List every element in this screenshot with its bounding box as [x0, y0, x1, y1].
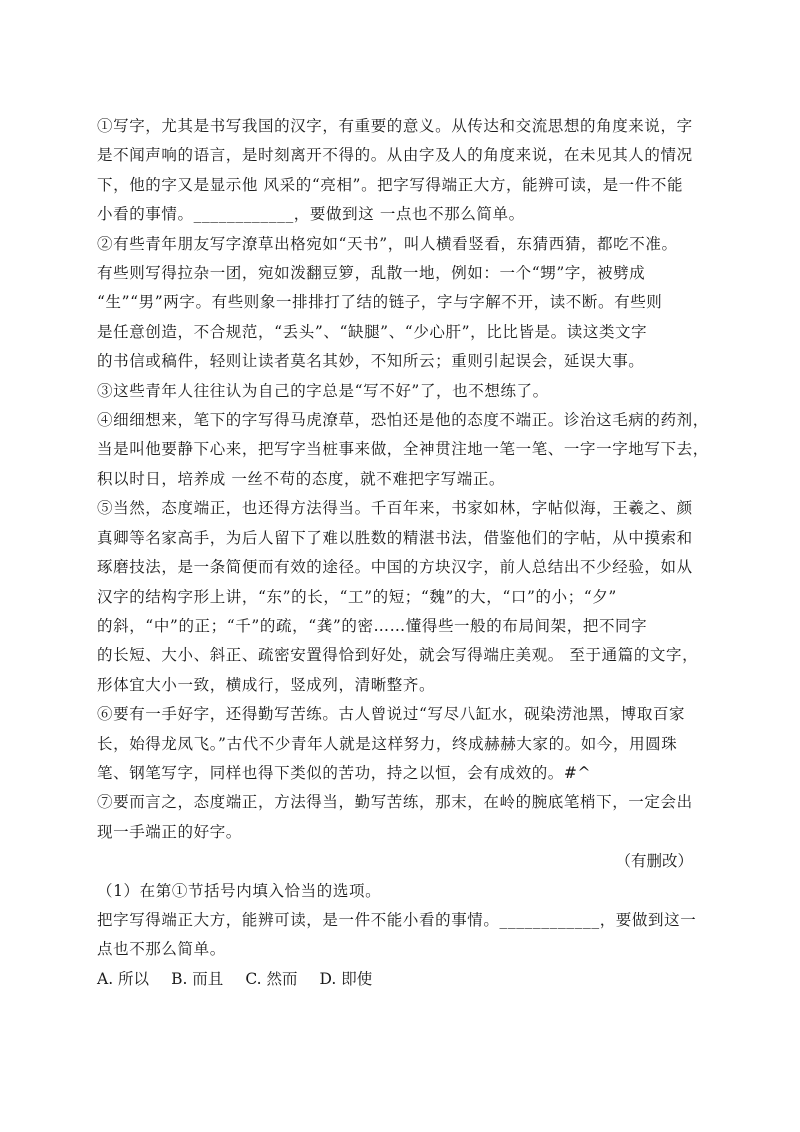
paragraph-4 [97, 406, 709, 494]
paragraph-2 [97, 230, 703, 377]
option-a[interactable]: A. 所以 [97, 969, 150, 988]
paragraph-line: 琢磨技法，是一条简便而有效的途径。中国的方块汉字，前人总结出不少经验，如从 [97, 558, 693, 577]
paragraph-1 [97, 112, 703, 230]
paragraph-line: ②有些青年朋友写字潦草出格宛如“天书”，叫人横看竖看，东猜西猜，都吃不准。 [97, 234, 678, 253]
question-stem [97, 906, 703, 965]
paragraph-3 [97, 377, 703, 406]
paragraph-line: ①写字，尤其是书写我国的汉字，有重要的意义。从传达和交流思想的角度来说，字 [97, 117, 693, 135]
paragraph-line: 当是叫他要静下心来，把写字当桩事来做，全神贯注地一笔一笔、一字一字地写下去， [97, 440, 709, 459]
answer-options [97, 965, 703, 994]
paragraph-line: 形体宜大小一致，横成行，竖成列，清晰整齐。 [97, 675, 436, 694]
paragraph-6 [97, 700, 703, 788]
paragraph-line: ④细细想来，笔下的字写得马虎潦草，恐怕还是他的态度不端正。诊治这毛病的药剂， [97, 411, 709, 430]
paragraph-line: 的书信或稿件，轻则让读者莫名其妙，不知所云；重则引起误会，延误大事。 [97, 352, 645, 371]
option-d[interactable]: D. 即使 [319, 969, 373, 988]
document-page [97, 112, 709, 994]
paragraph-line: 有些则写得拉杂一团，宛如泼翻豆箩，乱散一地，例如：一个“甥”字，被劈成 [97, 264, 646, 283]
paragraph-line: 现一手端正的好字。 [97, 822, 242, 841]
paragraph-line: 长，始得龙凤飞。”古代不少青年人就是这样努力，终成赫赫大家的。如今，用圆珠 [97, 734, 678, 753]
paragraph-line: “生”“男”两字。有些则象一排排打了结的链子，字与字解不开，读不断。有些则 [97, 293, 663, 312]
paragraph-line: 下，他的字又是显示他 风采的“亮相”。把字写得端正大方，能辨可读，是一件不能 [97, 175, 684, 194]
paragraph-line: 积以时日，培养成 一丝不苟的态度，就不难把字写端正。 [97, 469, 506, 488]
source-note: （有删改） [615, 852, 693, 871]
paragraph-line: 是不闻声响的语言，是时刻离开不得的。从由字及人的角度来说，在未见其人的情况 [97, 146, 693, 165]
option-c[interactable]: C. 然而 [245, 969, 298, 988]
paragraph-5 [97, 494, 703, 700]
question-prompt: （1）在第①节括号内填入恰当的选项。 [97, 881, 382, 900]
paragraph-line: 的长短、大小、斜正、疏密安置得恰到好处，就会写得端庄美观。 至于通篇的文字， [97, 646, 699, 665]
option-b[interactable]: B. 而且 [171, 969, 224, 988]
paragraph-7 [97, 788, 703, 847]
question-stem-line: 把字写得端正大方，能辨可读，是一件不能小看的事情。____________，要做到这一 [97, 910, 697, 929]
paragraph-line: ⑤当然，态度端正，也还得方法得当。千百年来，书家如林，字帖似海，王羲之、颜 [97, 499, 693, 518]
paragraph-line: 的斜，“中”的正；“千”的疏，“龚”的密……懂得些一般的布局间架，把不同字 [97, 616, 648, 635]
paragraph-line: 真卿等名家高手，为后人留下了难以胜数的精湛书法，借鉴他们的字帖，从中摸索和 [97, 528, 693, 547]
paragraph-line: 是任意创造，不合规范，“丢头”、“缺腿”、“少心肝”，比比皆是。读这类文字 [97, 322, 648, 341]
paragraph-line: ⑥要有一手好字，还得勤写苦练。古人曾说过“写尽八缸水，砚染涝池黑，博取百家 [97, 705, 686, 724]
paragraph-line: ③这些青年人往往认为自己的字总是“写不好”了，也不想练了。 [97, 381, 549, 400]
paragraph-line: 小看的事情。____________，要做到这 一点也不那么简单。 [97, 205, 525, 224]
paragraph-line: ⑦要而言之，态度端正，方法得当，勤写苦练，那末，在岭的腕底笔梢下，一定会出 [97, 793, 693, 812]
question-stem-line: 点也不那么简单。 [97, 940, 226, 959]
paragraph-line: 汉字的结构字形上讲，“东”的长，“工”的短；“魏”的大，“口”的小；“夕” [97, 587, 617, 606]
paragraph-line: 笔、钢笔写字，同样也得下类似的苦功，持之以恒，会有成效的。#^ [97, 763, 592, 782]
